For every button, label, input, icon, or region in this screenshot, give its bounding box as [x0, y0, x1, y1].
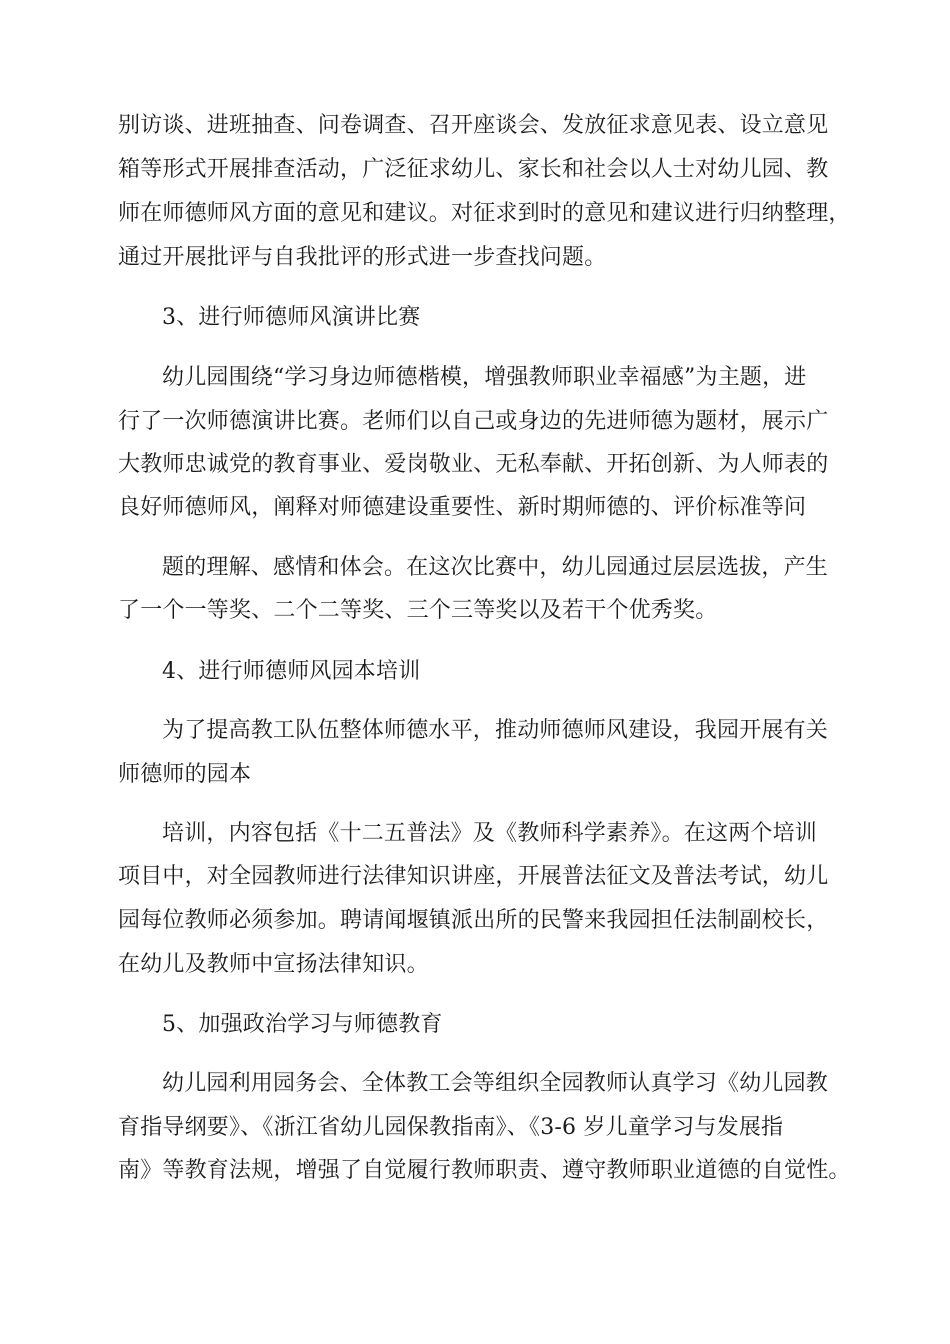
paragraph-line: 在幼儿及教师中宣扬法律知识。: [118, 952, 429, 977]
paragraph-line: 幼儿园利用园务会、全体教工会等组织全园教师认真学习《幼儿园教: [162, 1071, 829, 1096]
paragraph-line: 园每位教师必须参加。聘请闻堰镇派出所的民警来我园担任法制副校长，: [118, 908, 829, 933]
paragraph-line: 培训，内容包括《十二五普法》及《教师科学素养》。在这两个培训: [162, 821, 818, 846]
paragraph-line: 为了提高教工队伍整体师德水平，推动师德师风建设，我园开展有关: [162, 718, 829, 743]
paragraph-line: 了一个一等奖、二个二等奖、三个三等奖以及若干个优秀奖。: [118, 598, 718, 623]
paragraph-line: 别访谈、进班抽查、问卷调查、召开座谈会、发放征求意见表、设立意见: [118, 113, 829, 138]
paragraph-line: 师德师的园本: [118, 762, 252, 787]
section-heading-3: 3、进行师德师风演讲比赛: [162, 305, 421, 330]
paragraph-line: 题的理解、感情和体会。在这次比赛中，幼儿园通过层层选拔，产生: [162, 555, 829, 580]
paragraph-line: 师在师德师风方面的意见和建议。对征求到时的意见和建议进行归纳整理，: [118, 201, 851, 226]
paragraph-line: 育指导纲要》、《浙江省幼儿园保教指南》、《3-6 岁儿童学习与发展指: [118, 1115, 784, 1140]
paragraph-line: 良好师德师风，阐释对师德建设重要性、新时期师德的、评价标准等问: [118, 495, 807, 520]
paragraph-line: 行了一次师德演讲比赛。老师们以自己或身边的先进师德为题材，展示广: [118, 409, 829, 434]
paragraph-line: 箱等形式开展排查活动，广泛征求幼儿、家长和社会以人士对幼儿园、教: [118, 157, 829, 182]
paragraph-line: 通过开展批评与自我批评的形式进一步查找问题。: [118, 245, 607, 270]
paragraph-line: 大教师忠诚党的教育事业、爱岗敬业、无私奉献、开拓创新、为人师表的: [118, 452, 829, 477]
paragraph-line: 幼儿园围绕“学习身边师德楷模，增强教师职业幸福感”为主题，进: [162, 365, 807, 390]
section-heading-4: 4、进行师德师风园本培训: [162, 659, 421, 684]
paragraph-line: 项目中，对全园教师进行法律知识讲座，开展普法征文及普法考试，幼儿: [118, 864, 829, 889]
section-heading-5: 5、加强政治学习与师德教育: [162, 1012, 443, 1037]
paragraph-line: 南》等教育法规，增强了自觉履行教师职责、遵守教师职业道德的自觉性。: [118, 1158, 851, 1183]
